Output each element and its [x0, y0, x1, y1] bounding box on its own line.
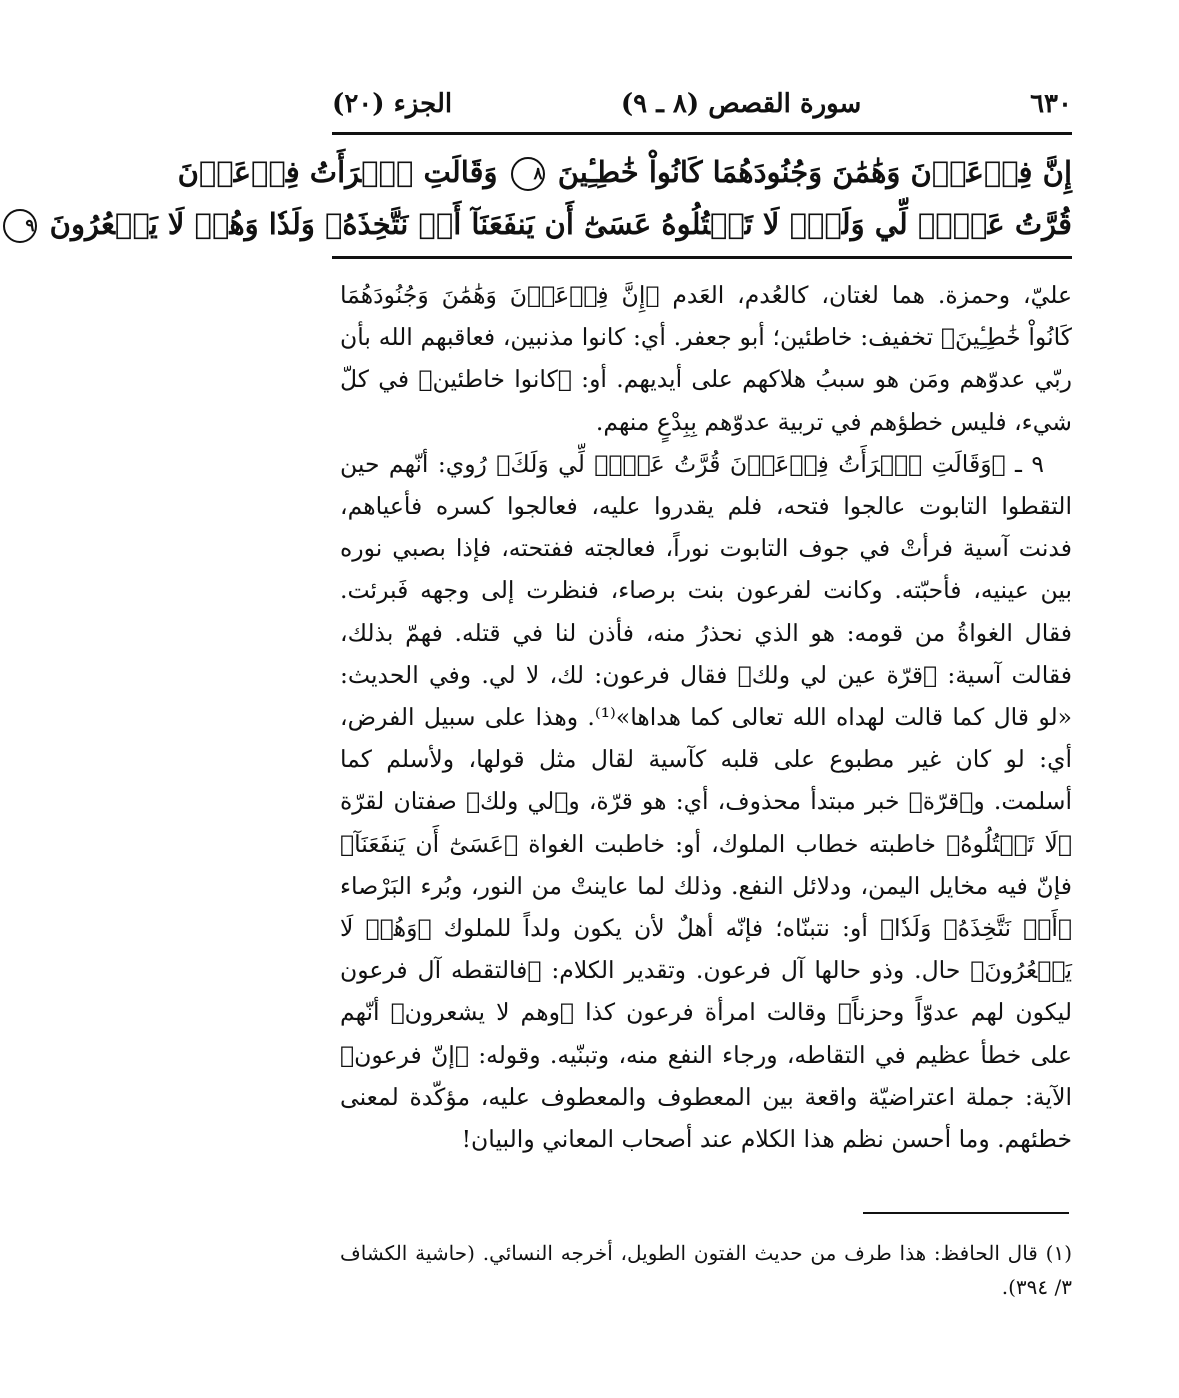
commentary — [340, 274, 1072, 1160]
book-page — [25, 0, 1179, 1398]
footnote-rule — [863, 1212, 1069, 1214]
page-header — [332, 84, 1072, 124]
commentary-paragraph-1: عليّ، وحمزة. هما لغتان، كالعُدم، العَدم ﴿إِنَّ فِرۡعَوۡنَ وَهَٰمَٰنَ وَجُنُودَهُمَا كَانُواْ خَٰطِـِٔينَ﴾ تخفيف: خاطئين؛ أبو جعفر. أي: كانوا مذنبين، فعاقبهم الله بأن ربّي عدوّهم ومَن هو سببُ هلاكهم على أيديهم. أو: ﴿كانوا خاطئين﴾ في كلّ شيء، فليس خطؤهم في تربية عدوّهم بِبِدْعٍ منهم. — [340, 281, 1072, 436]
verses-rule — [332, 256, 1072, 259]
surah-title: سورة القصص (٨ ـ ٩) — [620, 89, 862, 119]
quran-line-1 — [177, 146, 1072, 198]
quran-verses — [25, 146, 1072, 250]
commentary-paragraph-2: ٩ ـ ﴿وَقَالَتِ ٱمۡرَأَتُ فِرۡعَوۡنَ قُرَّتُ عَيۡنٖ لِّي وَلَكَ﴾ رُوي: أنّهم حين التقطوا التابوت عالجوا فتحه، فلم يقدروا عليه، فعالجوا كسره فأعياهم، فدنت آسية فرأتْ في جوف التابوت نوراً، فعالجته ففتحته، فإذا بصبي نوره بين عينيه، فأحبّته. وكانت لفرعون بنت برصاء، فنظرت إلى وجهه فَبرئت. فقال الغواةُ من قومه: هو الذي نحذرُ منه، فأذن لنا في قتله. فهمّ بذلك، فقالت آسية: ﴿قرّة عين لي ولك﴾ فقال فرعون: لك، لا لي. وفي الحديث: «لو قال كما قالت لهداه الله تعالى كما هداها»⁽¹⁾. وهذا على سبيل الفرض، أي: لو كان غير مطبوع على قلبه كآسية لقال مثل قولها، ولأسلم كما أسلمت. و﴿قرّة﴾ خبر مبتدأ محذوف، أي: هو قرّة، و﴿لي ولك﴾ صفتان لقرّة ﴿لَا تَقۡتُلُوهُ﴾ خاطبته خطاب الملوك، أو: خاطبت الغواة ﴿عَسَىٰٓ أَن يَنفَعَنَآ﴾ فإنّ فيه مخايل اليمن، ودلائل النفع. وذلك لما عاينتْ من النور، وبُرء البَرْصاء ﴿أَوۡ نَتَّخِذَهُۥ وَلَدٗا﴾ أو: نتبنّاه؛ فإنّه أهلٌ لأن يكون ولداً للملوك ﴿وَهُمۡ لَا يَشۡعُرُونَ﴾ حال. وذو حالها آل فرعون. وتقدير الكلام: ﴿فالتقطه آل فرعون ليكون لهم عدوّاً وحزناً﴾ وقالت امرأة فرعون كذا ﴿وهم لا يشعرون﴾ أنّهم على خطأ عظيم في التقاطه، ورجاء النفع منه، وتبنّيه. وقوله: ﴿إنّ فرعون﴾ الآية: جملة اعتراضيّة واقعة بين المعطوف والمعطوف عليه، مؤكّدة لمعنى خطئهم. وما أحسن نظم هذا الكلام عند أصحاب المعاني والبيان! — [340, 449, 1073, 1154]
ayah-number-9: ٩ — [3, 209, 37, 243]
footnote: (١) قال الحافظ: هذا طرف من حديث الفتون الطويل، أخرجه النسائي. (حاشية الكشاف ٣/ ٣٩٤). — [340, 1241, 1072, 1299]
verse-9-text: قُرَّتُ عَيۡنٖ لِّي وَلَكَۖ لَا تَقۡتُلُوهُ عَسَىٰٓ أَن يَنفَعَنَآ أَوۡ نَتَّخِذَهُۥ وَلَدٗا وَهُمۡ لَا يَشۡعُرُونَ — [49, 207, 1072, 241]
ayah-number-8: ٨ — [511, 157, 545, 191]
header-rule — [332, 132, 1072, 135]
quran-line-2 — [25, 198, 1072, 250]
juz-label: الجزء (٢٠) — [332, 89, 453, 119]
page-number: ٦٣٠ — [1030, 89, 1072, 119]
verse-9-start: وَقَالَتِ ٱمۡرَأَتُ فِرۡعَوۡنَ — [177, 155, 498, 189]
verse-8-text: إِنَّ فِرۡعَوۡنَ وَهَٰمَٰنَ وَجُنُودَهُمَا كَانُواْ خَٰطِـِٔينَ — [557, 155, 1072, 189]
